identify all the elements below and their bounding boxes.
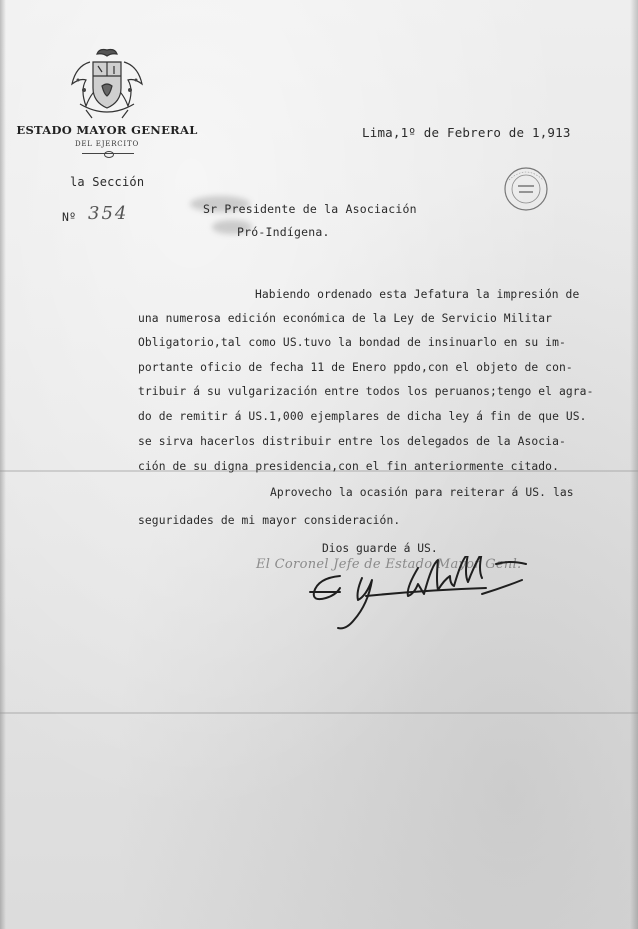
letterhead-org-sub: DEL EJERCITO	[74, 140, 140, 148]
reference-number-handwritten: 354	[88, 203, 129, 224]
reference-number-label: Nº	[62, 210, 77, 224]
body-line: Aprovecho la ocasión para reiterar á US. las	[270, 486, 574, 499]
body-line: se sirva hacerlos distribuir entre los delegados de la Asocia-	[138, 435, 566, 448]
body-line: Obligatorio,tal como US.tuvo la bondad de insinuarlo en su im-	[138, 336, 566, 349]
closing-salutation: Dios guarde á US.	[322, 542, 438, 555]
body-line: tribuir á su vulgarización entre todos los peruanos;tengo el agra-	[138, 385, 594, 398]
letterhead-org-name: ESTADO MAYOR GENERAL	[16, 123, 198, 137]
addressee-line-2: Pró-Indígena.	[237, 225, 330, 239]
body-line: Habiendo ordenado esta Jefatura la impresión de	[255, 288, 580, 301]
section-label: la Sección	[70, 175, 145, 189]
peru-coat-of-arms-icon	[66, 44, 148, 122]
paper-edge-shadow	[630, 0, 638, 929]
letterhead-divider-ornament	[104, 151, 114, 158]
body-line: portante oficio de fecha 11 de Enero ppdo,con el objeto de con-	[138, 361, 573, 374]
letter-date: Lima,1º de Febrero de 1,913	[362, 125, 571, 140]
addressee-line-1: Sr Presidente de la Asociación	[203, 202, 417, 216]
body-line: seguridades de mi mayor consideración.	[138, 514, 401, 527]
body-line: do de remitir á US.1,000 ejemplares de dicha ley á fin de que US.	[138, 410, 587, 423]
rubber-stamp-title: El Coronel Jefe de Estado Mayor Genl.	[256, 557, 522, 572]
paper-fold-line	[0, 712, 638, 714]
handwritten-signature-icon	[300, 556, 550, 632]
archive-stamp-icon	[503, 166, 549, 212]
body-line: ción de su digna presidencia,con el fin anteriormente citado.	[138, 460, 559, 473]
body-line: una numerosa edición económica de la Ley de Servicio Militar	[138, 312, 553, 325]
